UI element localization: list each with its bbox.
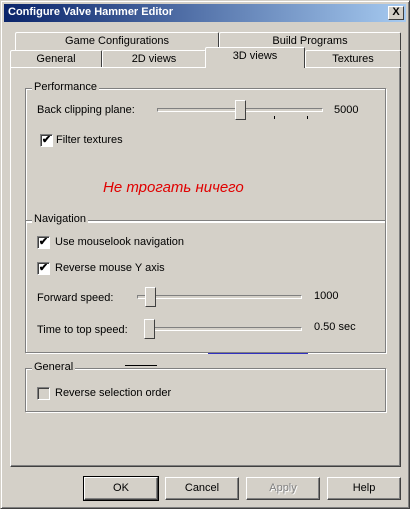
slider-tick: [307, 116, 308, 119]
time-to-top-slider-track[interactable]: [144, 327, 302, 331]
render-artifact: [208, 353, 308, 354]
forward-speed-slider-thumb[interactable]: [145, 287, 156, 307]
filter-textures-label: Filter textures: [56, 134, 123, 146]
tab-label: Textures: [332, 53, 374, 65]
back-clipping-value: 5000: [334, 104, 359, 116]
check-mark-icon: ✔: [38, 236, 49, 248]
tab-general[interactable]: [10, 50, 102, 68]
mouselook-checkbox[interactable]: [37, 236, 50, 249]
tab-game-configurations[interactable]: [15, 32, 219, 50]
back-clipping-slider-thumb[interactable]: [235, 100, 246, 120]
warning-note: Не трогать ничего: [103, 179, 244, 196]
reverse-y-checkbox[interactable]: [37, 262, 50, 275]
forward-speed-value: 1000: [314, 290, 339, 302]
time-to-top-value: 0.50 sec: [314, 321, 356, 333]
tab-textures[interactable]: [305, 50, 401, 68]
time-to-top-label: Time to top speed:: [37, 324, 128, 336]
slider-tick: [274, 116, 275, 119]
reverse-y-label: Reverse mouse Y axis: [55, 262, 165, 274]
tab-label: Game Configurations: [65, 35, 169, 47]
tab-2d-views[interactable]: [102, 50, 206, 68]
general-group-title: General: [34, 361, 74, 373]
check-mark-icon: ✔: [38, 262, 49, 274]
close-button[interactable]: X: [388, 6, 404, 20]
time-to-top-slider-thumb[interactable]: [144, 319, 155, 339]
back-clipping-label: Back clipping plane:: [37, 104, 135, 116]
tab-label: Build Programs: [272, 35, 348, 47]
reverse-selection-label: Reverse selection order: [55, 387, 172, 399]
title-bar[interactable]: [4, 4, 406, 22]
tab-panel-3d-views: [10, 67, 401, 467]
filter-textures-checkbox[interactable]: [40, 134, 53, 147]
window-title: Configure Valve Hammer Editor: [8, 6, 174, 18]
render-artifact: [125, 365, 157, 366]
ok-button[interactable]: OK: [84, 477, 158, 500]
tab-label: 2D views: [131, 53, 177, 65]
help-button[interactable]: Help: [327, 477, 401, 500]
tab-label: General: [36, 53, 76, 65]
mouselook-label: Use mouselook navigation: [55, 236, 185, 248]
cancel-button[interactable]: Cancel: [165, 477, 239, 500]
forward-speed-label: Forward speed:: [37, 292, 114, 304]
apply-button[interactable]: Apply: [246, 477, 320, 500]
tab-label: 3D views: [232, 50, 278, 62]
tab-3d-views[interactable]: [205, 47, 305, 68]
check-mark-icon: ✔: [41, 134, 52, 146]
reverse-selection-checkbox[interactable]: [37, 387, 50, 400]
performance-group-title: Performance: [34, 81, 97, 93]
forward-speed-slider-track[interactable]: [137, 295, 302, 299]
navigation-group-title: Navigation: [34, 213, 86, 225]
